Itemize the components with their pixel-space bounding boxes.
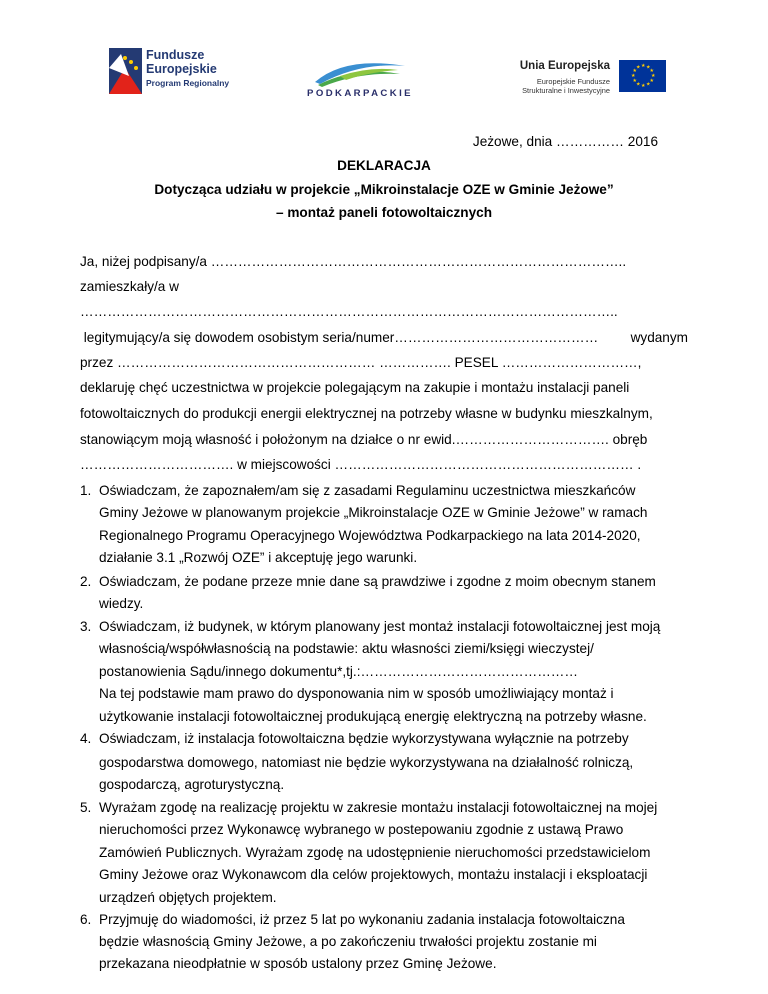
svg-text:★: ★ (651, 73, 656, 79)
intro-line-residence: zamieszkały/a w (80, 279, 179, 294)
item-1-line: działanie 3.1 „Rozwój OZE” i akceptuję jego warunki. (99, 550, 418, 565)
intro-line-id (80, 330, 688, 345)
svg-text:★: ★ (632, 78, 637, 84)
unia-europejska-logo (496, 60, 666, 100)
item-3-line: użytkowanie instalacji fotowoltaicznej produkującą energię elektryczną na potrzeby własne. (99, 709, 647, 724)
svg-text:★: ★ (636, 81, 641, 88)
item-3-line: własnością/współwłasnością na podstawie: aktu własności ziemi/księgi wieczystej/ (99, 641, 594, 656)
item-2-number: 2. (80, 574, 92, 589)
item-4-number: 4. (80, 731, 92, 746)
document-subtitle-2: – montaż paneli fotowoltaicznych (275, 205, 492, 220)
ue-line2: Europejskie Fundusze (536, 77, 610, 86)
item-2-line: wiedzy. (99, 596, 144, 611)
item-1-line: Oświadczam, że zapoznałem/am się z zasadami Regulaminu uczestnictwa mieszkańców (99, 483, 636, 498)
fe-line2: Europejskie (146, 62, 217, 76)
item-3-line: Oświadczam, iż budynek, w którym planowany jest montaż instalacji fotowoltaicznej jest moją (99, 619, 661, 634)
intro-line-pesel: przez ………………………………………………… ……………. PESEL …………………………, (80, 355, 642, 370)
item-6-line: będzie własnością Gminy Jeżowe, a po zakończeniu trwałości projektu zostanie mi (99, 934, 597, 949)
item-6-line: przekazana nieodpłatnie w sposób ustalony przez Gminę Jeżowe. (99, 956, 497, 971)
item-4-line: gospodarczą, agroturystyczną. (99, 777, 285, 792)
document-title: DEKLARACJA (337, 158, 431, 173)
item-3-number: 3. (80, 619, 92, 634)
intro-id-issued: wydanym (630, 330, 688, 345)
item-1-line: Regionalnego Programu Operacyjnego Województwa Podkarpackiego na lata 2014-2020, (99, 528, 641, 543)
intro-line-name: Ja, niżej podpisany/a ……………………………………………………………………………….. (80, 254, 627, 269)
fe-line3: Program Regionalny (146, 78, 230, 88)
podkarpackie-waves-icon (300, 52, 420, 88)
fe-line1: Fundusze (146, 48, 205, 62)
document-subtitle: Dotycząca udziału w projekcie „Mikroinstalacje OZE w Gminie Jeżowe” (154, 182, 614, 197)
intro-line-locality: ……………………………. w miejscowości ………………………………………………………… . (80, 457, 642, 472)
eu-flag-icon (619, 60, 666, 92)
intro-line-plot: stanowiącym moją własność i położonym na działce o nr ewid.……………………………. obręb (80, 432, 648, 447)
date-line: Jeżowe, dnia …………… 2016 (472, 134, 658, 149)
intro-line-purpose: fotowoltaicznych do produkcji energii elektrycznej na potrzeby własne w budynku mieszkalnym, (80, 406, 653, 421)
svg-text:★: ★ (649, 68, 654, 74)
ue-line3: Strukturalne i Inwestycyjne (522, 86, 610, 95)
intro-line-declare: deklaruję chęć uczestnictwa w projekcie polegającym na zakupie i montażu instalacji paneli (80, 380, 630, 395)
svg-text:★: ★ (646, 81, 651, 88)
item-5-line: urządzeń objętych projektem. (99, 890, 277, 905)
item-3-line: Na tej podstawie mam prawo do dysponowania nim w sposób umożliwiający montaż i (99, 686, 614, 701)
svg-text:★: ★ (649, 78, 654, 84)
item-5-line: Zamówień Publicznych. Wyrażam zgodę na udostępnienie nieruchomości przedstawicielom (99, 845, 651, 860)
item-1-line: Gminy Jeżowe w planowanym projekcie „Mikroinstalacje OZE w Gminie Jeżowe” w ramach (99, 505, 648, 520)
item-2-line: Oświadczam, że podane przeze mnie dane są prawdziwe i zgodne z moim obecnym stanem (99, 574, 656, 589)
item-5-line: nieruchomości przez Wykonawcę wybranego w postepowaniu zgodnie z ustawą Prawo (99, 822, 624, 837)
item-4-line: Oświadczam, iż instalacja fotowoltaiczna będzie wykorzystywana wyłącznie na potrzeby (99, 731, 629, 746)
item-6-line: Przyjmuję do wiadomości, iż przez 5 lat po wykonaniu zadania instalacja fotowoltaiczna (99, 912, 625, 927)
svg-text:★: ★ (641, 83, 646, 89)
podkarpackie-text: PODKARPACKIE (307, 88, 413, 99)
item-1-number: 1. (80, 483, 92, 498)
fundusze-europejskie-mark-icon (109, 48, 142, 94)
podkarpackie-logo (300, 52, 420, 100)
svg-text:★: ★ (636, 64, 641, 71)
svg-text:★: ★ (632, 68, 637, 74)
svg-text:★: ★ (646, 64, 651, 71)
intro-line-address: ……………………………………………………………………………………………………….. (80, 304, 618, 319)
item-3-line: postanowienia Sądu/innego dokumentu*,tj.:………………………………………… (99, 664, 578, 679)
intro-id-text: legitymujący/a się dowodem osobistym seria/numer……………………………………… (80, 330, 599, 345)
logo-bar (0, 0, 768, 115)
svg-text:★: ★ (631, 73, 636, 79)
item-6-number: 6. (80, 912, 92, 927)
item-5-number: 5. (80, 800, 92, 815)
ue-line1: Unia Europejska (519, 60, 610, 72)
item-4-line: gospodarstwa domowego, natomiast nie będzie wykorzystywana na działalność rolniczą, (99, 755, 634, 770)
svg-text:★: ★ (641, 63, 646, 69)
item-5-line: Wyrażam zgodę na realizację projektu w zakresie montażu instalacji fotowoltaicznej na mojej (99, 800, 658, 815)
item-5-line: Gminy Jeżowe oraz Wykonawcom dla celów projektowych, montażu instalacji i eksploatacji (99, 867, 648, 882)
